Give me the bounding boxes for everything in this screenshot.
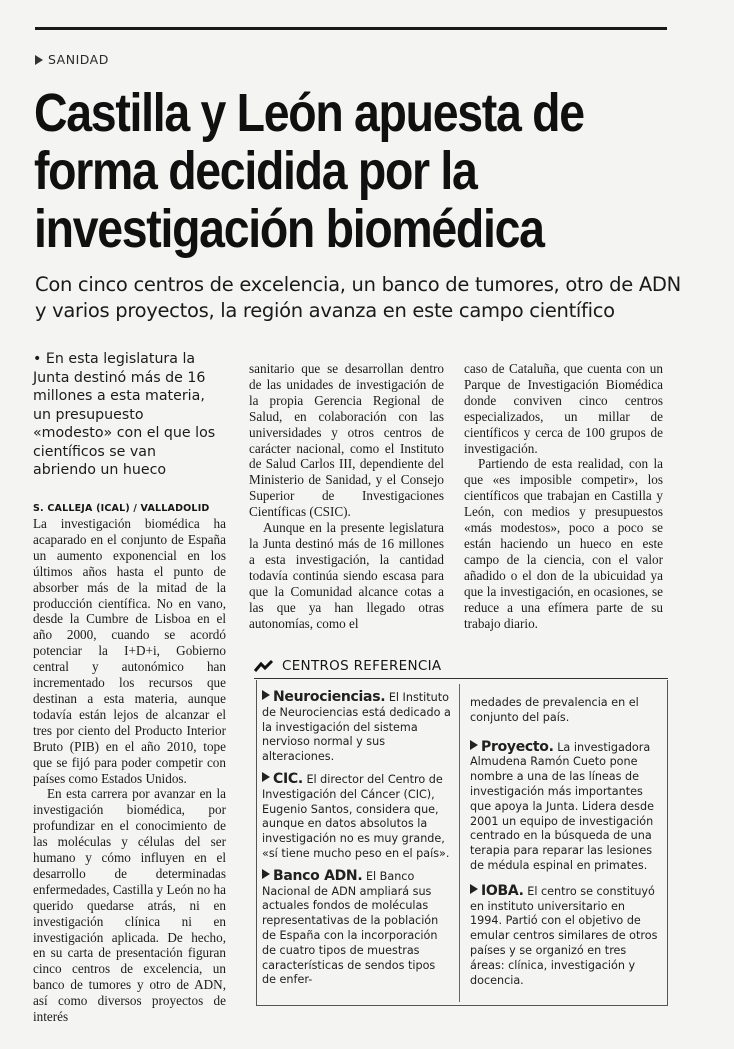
- section-arrow-icon: [35, 55, 43, 65]
- bullet-arrow-icon: [262, 772, 270, 782]
- entry-text: El director del Centro de Investigación del Cáncer (CIC), Eugenio Santos, considera que, aunque en datos absolutos la investigación no es muy grande, «sí tiene mucho peso en el país».: [262, 772, 450, 860]
- section-name: SANIDAD: [48, 52, 109, 67]
- body-column-1: [33, 516, 226, 1025]
- entry-text: El Banco Nacional de ADN ampliará sus actuales fondos de moléculas representativas de la población de España con la incorporación de cuatro tipos de muestras características de sendos tipos de enfer-: [262, 869, 439, 987]
- sidebar-entry-continuation: medades de prevalencia en el conjunto del país.: [470, 696, 639, 724]
- sidebar-entry: [262, 690, 452, 765]
- sidebar-entry: [262, 869, 452, 988]
- sidebar-entry: [470, 740, 660, 874]
- deck: Con cinco centros de excelencia, un banco de tumores, otro de ADN y varios proyectos, la región avanza en este campo científico: [35, 273, 681, 322]
- entry-term: Neurociencias.: [273, 689, 386, 705]
- bullet-arrow-icon: [470, 884, 478, 894]
- sidebar-entry: [262, 772, 452, 862]
- bullet-arrow-icon: [470, 740, 478, 750]
- sidebar-box-header: [254, 654, 668, 679]
- byline: S. CALLEJA (ICAL) / VALLADOLID: [33, 503, 210, 514]
- body-paragraph: Partiendo de esta realidad, con la que «es imposible competir», los científicos que trabajan en Castilla y León, con medios y presupuestos «más modestos», poco a poco se están haciendo un hueco en este campo de la ciencia, con el valor añadido o el don de la ubicuidad ya que la investigación, en ocasiones, se reduce a una efímera parte de su trabajo diario.: [464, 456, 663, 631]
- entry-term: Proyecto.: [481, 738, 554, 755]
- sidebar-column-divider: [459, 684, 460, 1002]
- body-paragraph: caso de Cataluña, que cuenta con un Parque de Investigación Biomédica donde conviven cinco centros especializados, un millar de científicos y cerca de 100 grupos de investigación.: [464, 361, 663, 456]
- entry-term: CIC.: [273, 770, 303, 787]
- headline: Castilla y León apuesta de forma decidida por la investigación biomédica: [34, 83, 584, 259]
- zigzag-arrow-icon: [254, 659, 274, 673]
- section-label: [35, 52, 109, 67]
- entry-text: El Instituto de Neurociencias está dedicado a la investigación del sistema nervioso normal y sus alteraciones.: [262, 691, 451, 764]
- entry-term: IOBA.: [481, 882, 524, 899]
- body-paragraph: En esta carrera por avanzar en la investigación biomédica, por profundizar en el conocimiento de las moléculas y células del ser humano y cómo influyen en el desarrollo de determinadas enfermedades, Castilla y León no ha querido quedarse atrás, ni en investigación clínica ni en investigación aplicada. De hecho, en su carta de presentación figuran cinco centros de excelencia, un banco de tumores y otro de ADN, así como diversos proyectos de interés: [33, 786, 226, 1025]
- entry-text: El centro se constituyó en instituto universitario en 1994. Partió con el objetivo de emular centros similares de otros países y se organizó en tres áreas: clínica, investigación y docencia.: [470, 884, 658, 987]
- lead-summary: • En esta legislatura la Junta destinó más de 16 millones a esta materia, un presupuesto «modesto» con el que los científicos se van abriendo un hueco: [33, 351, 216, 478]
- entry-term: Banco ADN.: [273, 867, 363, 884]
- body-paragraph: Aunque en la presente legislatura la Junta destinó más de 16 millones a esta investigación, la cantidad todavía continúa siendo escasa para que la Comunidad alcance cotas a las que ya han llegado otras autonomías, como el: [249, 520, 444, 631]
- body-column-2: [249, 361, 444, 631]
- entry-text: La investigadora Almudena Ramón Cueto pone nombre a una de las líneas de investigación más importantes que apoya la Junta. Lidera desde 2001 un equipo de investigación centrado en la búsqueda de una terapia para reparar las lesiones de médula espinal en primates.: [470, 740, 654, 872]
- body-column-3: [464, 361, 663, 631]
- top-rule: [35, 27, 667, 30]
- sidebar-entry: [470, 884, 660, 989]
- body-paragraph: sanitario que se desarrollan dentro de las unidades de investigación de la propia Gerencia Regional de Salud, en colaboración con las universidades y otros centros de carácter nacional, como el Instituto de Salud Carlos III, dependiente del Ministerio de Sanidad, y el Consejo Superior de Investigaciones Científicas (CSIC).: [249, 361, 444, 520]
- body-paragraph: La investigación biomédica ha acaparado en el conjunto de España un aumento exponencial en los últimos años hasta el punto de absorber más de la mitad de la producción científica. No en vano, desde la Cumbre de Lisboa en el año 2000, cuando se acordó potenciar la I+D+i, Gobierno central y autonómico han incrementado los recursos que destinan a esta materia, aunque todavía están lejos de alcanzar el tres por ciento del Producto Interior Bruto (PIB) en el año 2010, tope que se fijó para poder competir con países como Estados Unidos.: [33, 516, 226, 786]
- sidebar-box-title: CENTROS REFERENCIA: [282, 658, 442, 674]
- sidebar-column-2: [470, 696, 660, 995]
- bullet-arrow-icon: [262, 690, 270, 700]
- bullet-arrow-icon: [262, 869, 270, 879]
- sidebar-column-1: [262, 690, 452, 995]
